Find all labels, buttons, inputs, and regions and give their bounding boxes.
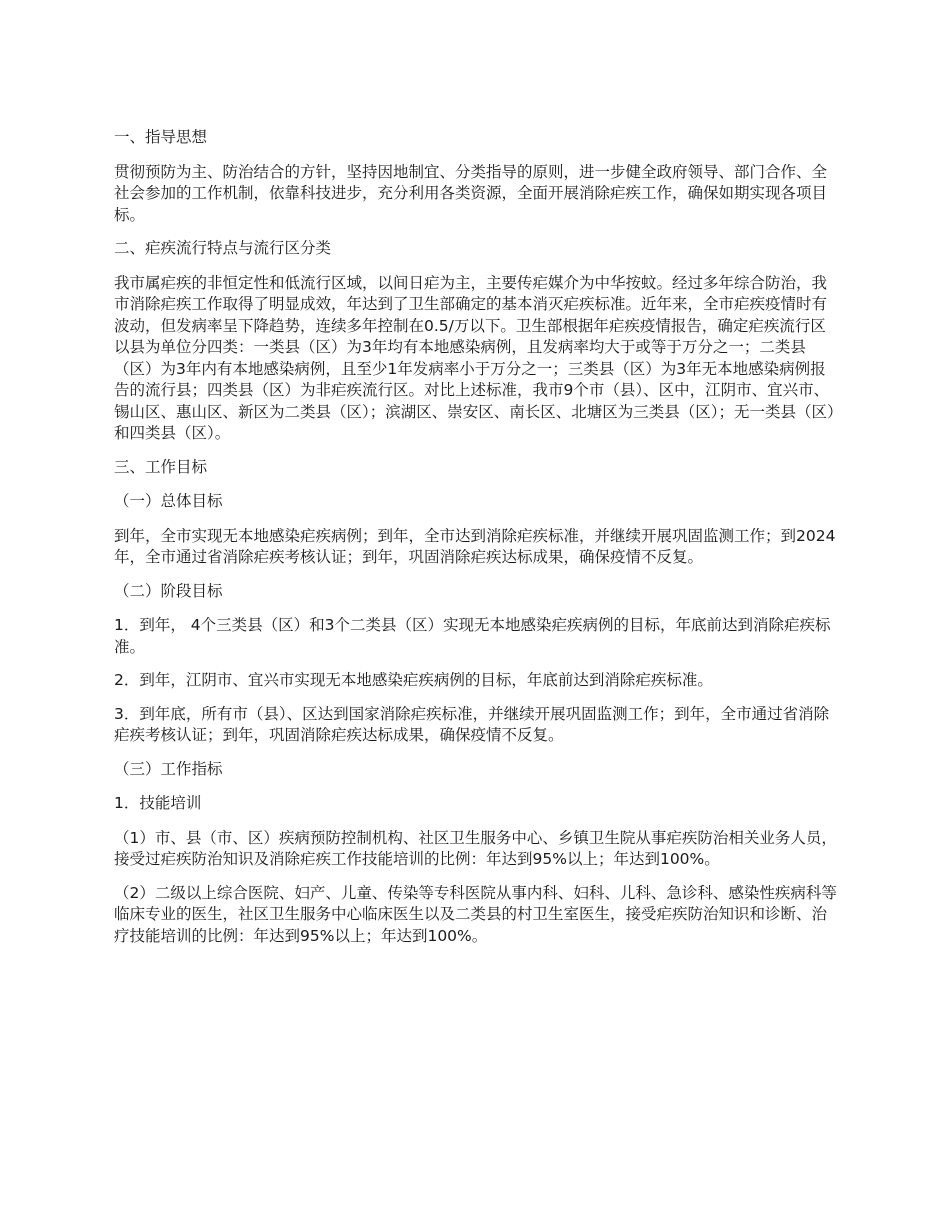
paragraph-stage-goal-3: 3．到年底，所有市（县）、区达到国家消除疟疾标准，并继续开展巩固监测工作；到年，全市通过省消除疟疾考核认证；到年，巩固消除疟疾达标成果，确保疫情不反复。 bbox=[114, 704, 830, 744]
heading-guiding-thought: 一、指导思想 bbox=[114, 128, 208, 146]
subheading-skill-training: 1．技能培训 bbox=[114, 794, 202, 812]
paragraph-overall-goal: 到年，全市实现无本地感染疟疾病例；到年，全市达到消除疟疾标准，并继续开展巩固监测工作；到2024年，全市通过省消除疟疾考核认证；到年，巩固消除疟疾达标成果，确保疫情不反复。 bbox=[114, 526, 836, 566]
paragraph-stage-goal-1: 1．到年， 4个三类县（区）和3个二类县（区）实现无本地感染疟疾病例的目标，年底前达到消除疟疾标准。 bbox=[114, 616, 831, 656]
paragraph-stage-goal-2: 2．到年，江阴市、宜兴市实现无本地感染疟疾病例的目标，年底前达到消除疟疾标准。 bbox=[114, 671, 713, 689]
heading-epidemic-features: 二、疟疾流行特点与流行区分类 bbox=[114, 239, 332, 257]
heading-work-goals: 三、工作目标 bbox=[114, 457, 208, 476]
paragraph-epidemic-features: 我市属疟疾的非恒定性和低流行区域，以间日疟为主，主要传疟媒介为中华按蚊。经过多年综合防治，我市消除疟疾工作取得了明显成效，年达到了卫生部确定的基本消灭疟疾标准。近年来，全市疟疾疫情时有波动，但发病率呈下降趋势，连续多年控制在0.5/万以下。卫生部根据年疟疾疫情报告，确定疟疾流行区以县为单位分四类：一类县（区）为3年均有本地感染病例，且发病率均大于或等于万分之一；二类县（区）为3年内有本地感染病例，且至少1年发病率小于万分之一；三类县（区）为3年无本地感染病例报告的流行县；四类县（区）为非疟疾流行区。对比上述标准，我市9个市（县）、区中，江阴市、宜兴市、锡山区、惠山区、新区为二类县（区）；滨湖区、崇安区、南长区、北塘区为三类县（区）；无一类县（区）和四类县（区）。 bbox=[114, 273, 835, 442]
paragraph-training-1: （1）市、县（市、区）疾病预防控制机构、社区卫生服务中心、乡镇卫生院从事疟疾防治相关业务人员，接受过疟疾防治知识及消除疟疾工作技能培训的比例：年达到95%以上；年达到100%。 bbox=[114, 828, 837, 868]
subheading-stage-goals: （二）阶段目标 bbox=[114, 581, 223, 600]
subheading-work-indicators: （三）工作指标 bbox=[114, 759, 223, 778]
subheading-overall-goal: （一）总体目标 bbox=[114, 492, 223, 510]
paragraph-training-2: （2）二级以上综合医院、妇产、儿童、传染等专科医院从事内科、妇科、儿科、急诊科、感染性疾病科等临床专业的医生，社区卫生服务中心临床医生以及二类县的村卫生室医生，接受疟疾防治知识和诊断、治疗技能培训的比例：年达到95%以上；年达到100%。 bbox=[114, 883, 837, 945]
paragraph-guiding-thought: 贯彻预防为主、防治结合的方针，坚持因地制宜、分类指导的原则，进一步健全政府领导、部门合作、全社会参加的工作机制，依靠科技进步，充分利用各类资源，全面开展消除疟疾工作，确保如期实现各项目标。 bbox=[114, 162, 828, 224]
